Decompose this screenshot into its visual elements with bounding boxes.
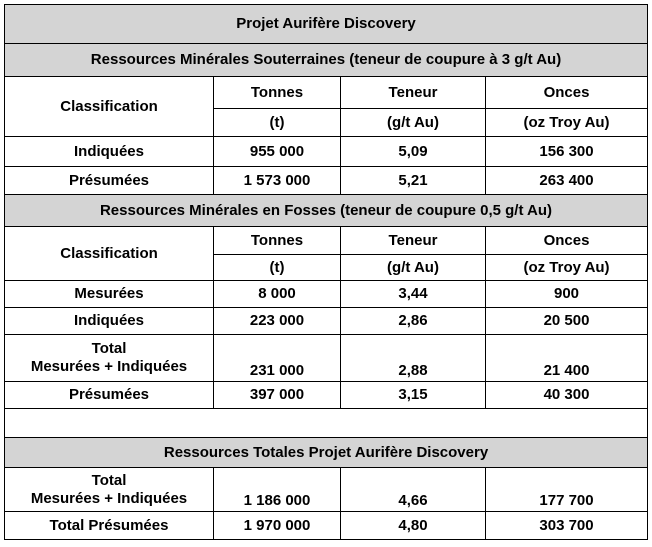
row-label-line2: Mesurées + Indiquées (30, 358, 188, 375)
underground-unit-grade: (g/t Au) (341, 109, 486, 137)
cell-tonnes: 223 000 (214, 308, 341, 335)
cell-tonnes: 8 000 (214, 281, 341, 308)
row-label: Présumées (5, 167, 214, 195)
pit-col-grade: Teneur (341, 227, 486, 255)
table-title: Projet Aurifère Discovery (5, 5, 648, 44)
row-label: Indiquées (5, 308, 214, 335)
title-row (5, 5, 648, 44)
underground-heading-row (5, 44, 648, 77)
row-label-line1: Total (91, 471, 127, 489)
underground-col-tonnes: Tonnes (214, 77, 341, 109)
row-label: Présumées (5, 382, 214, 409)
resources-table (4, 4, 648, 540)
cell-tonnes: 1 186 000 (214, 468, 341, 512)
cell-grade: 4,80 (341, 512, 486, 540)
cell-ounces: 263 400 (486, 167, 648, 195)
table-row (5, 281, 648, 308)
underground-col-ounces: Onces (486, 77, 648, 109)
spacer-row (5, 409, 648, 438)
pit-header-row-1 (5, 227, 648, 255)
spacer-cell (5, 409, 648, 438)
row-label (5, 335, 214, 382)
row-label-line1: Total (91, 340, 127, 357)
table-row (5, 512, 648, 540)
cell-tonnes: 397 000 (214, 382, 341, 409)
cell-grade: 4,66 (341, 468, 486, 512)
pit-col-ounces: Onces (486, 227, 648, 255)
cell-ounces: 900 (486, 281, 648, 308)
pit-unit-tonnes: (t) (214, 255, 341, 281)
pit-col-classification: Classification (5, 227, 214, 281)
underground-header-row-1 (5, 77, 648, 109)
row-label: Total Présumées (5, 512, 214, 540)
underground-col-grade: Teneur (341, 77, 486, 109)
cell-ounces: 177 700 (486, 468, 648, 512)
table-row (5, 382, 648, 409)
underground-unit-ounces: (oz Troy Au) (486, 109, 648, 137)
cell-tonnes: 1 573 000 (214, 167, 341, 195)
totals-heading: Ressources Totales Projet Aurifère Discovery (5, 438, 648, 468)
pit-heading: Ressources Minérales en Fosses (teneur de coupure 0,5 g/t Au) (5, 195, 648, 227)
row-label: Mesurées (5, 281, 214, 308)
table-row (5, 167, 648, 195)
row-label: Indiquées (5, 137, 214, 167)
cell-ounces: 21 400 (486, 335, 648, 382)
pit-heading-row (5, 195, 648, 227)
cell-grade: 5,21 (341, 167, 486, 195)
pit-col-tonnes: Tonnes (214, 227, 341, 255)
table-row (5, 137, 648, 167)
table-row (5, 468, 648, 512)
pit-unit-ounces: (oz Troy Au) (486, 255, 648, 281)
cell-grade: 2,86 (341, 308, 486, 335)
cell-tonnes: 1 970 000 (214, 512, 341, 540)
underground-heading: Ressources Minérales Souterraines (teneur de coupure à 3 g/t Au) (5, 44, 648, 77)
underground-col-classification: Classification (5, 77, 214, 137)
row-label (5, 468, 214, 512)
cell-ounces: 40 300 (486, 382, 648, 409)
totals-heading-row (5, 438, 648, 468)
cell-ounces: 156 300 (486, 137, 648, 167)
cell-grade: 2,88 (341, 335, 486, 382)
cell-tonnes: 955 000 (214, 137, 341, 167)
underground-unit-tonnes: (t) (214, 109, 341, 137)
cell-grade: 3,44 (341, 281, 486, 308)
cell-grade: 3,15 (341, 382, 486, 409)
pit-unit-grade: (g/t Au) (341, 255, 486, 281)
cell-grade: 5,09 (341, 137, 486, 167)
resources-table-wrapper (4, 4, 648, 540)
cell-ounces: 303 700 (486, 512, 648, 540)
cell-ounces: 20 500 (486, 308, 648, 335)
row-label-line2: Mesurées + Indiquées (30, 489, 188, 507)
table-row (5, 335, 648, 382)
table-row (5, 308, 648, 335)
cell-tonnes: 231 000 (214, 335, 341, 382)
